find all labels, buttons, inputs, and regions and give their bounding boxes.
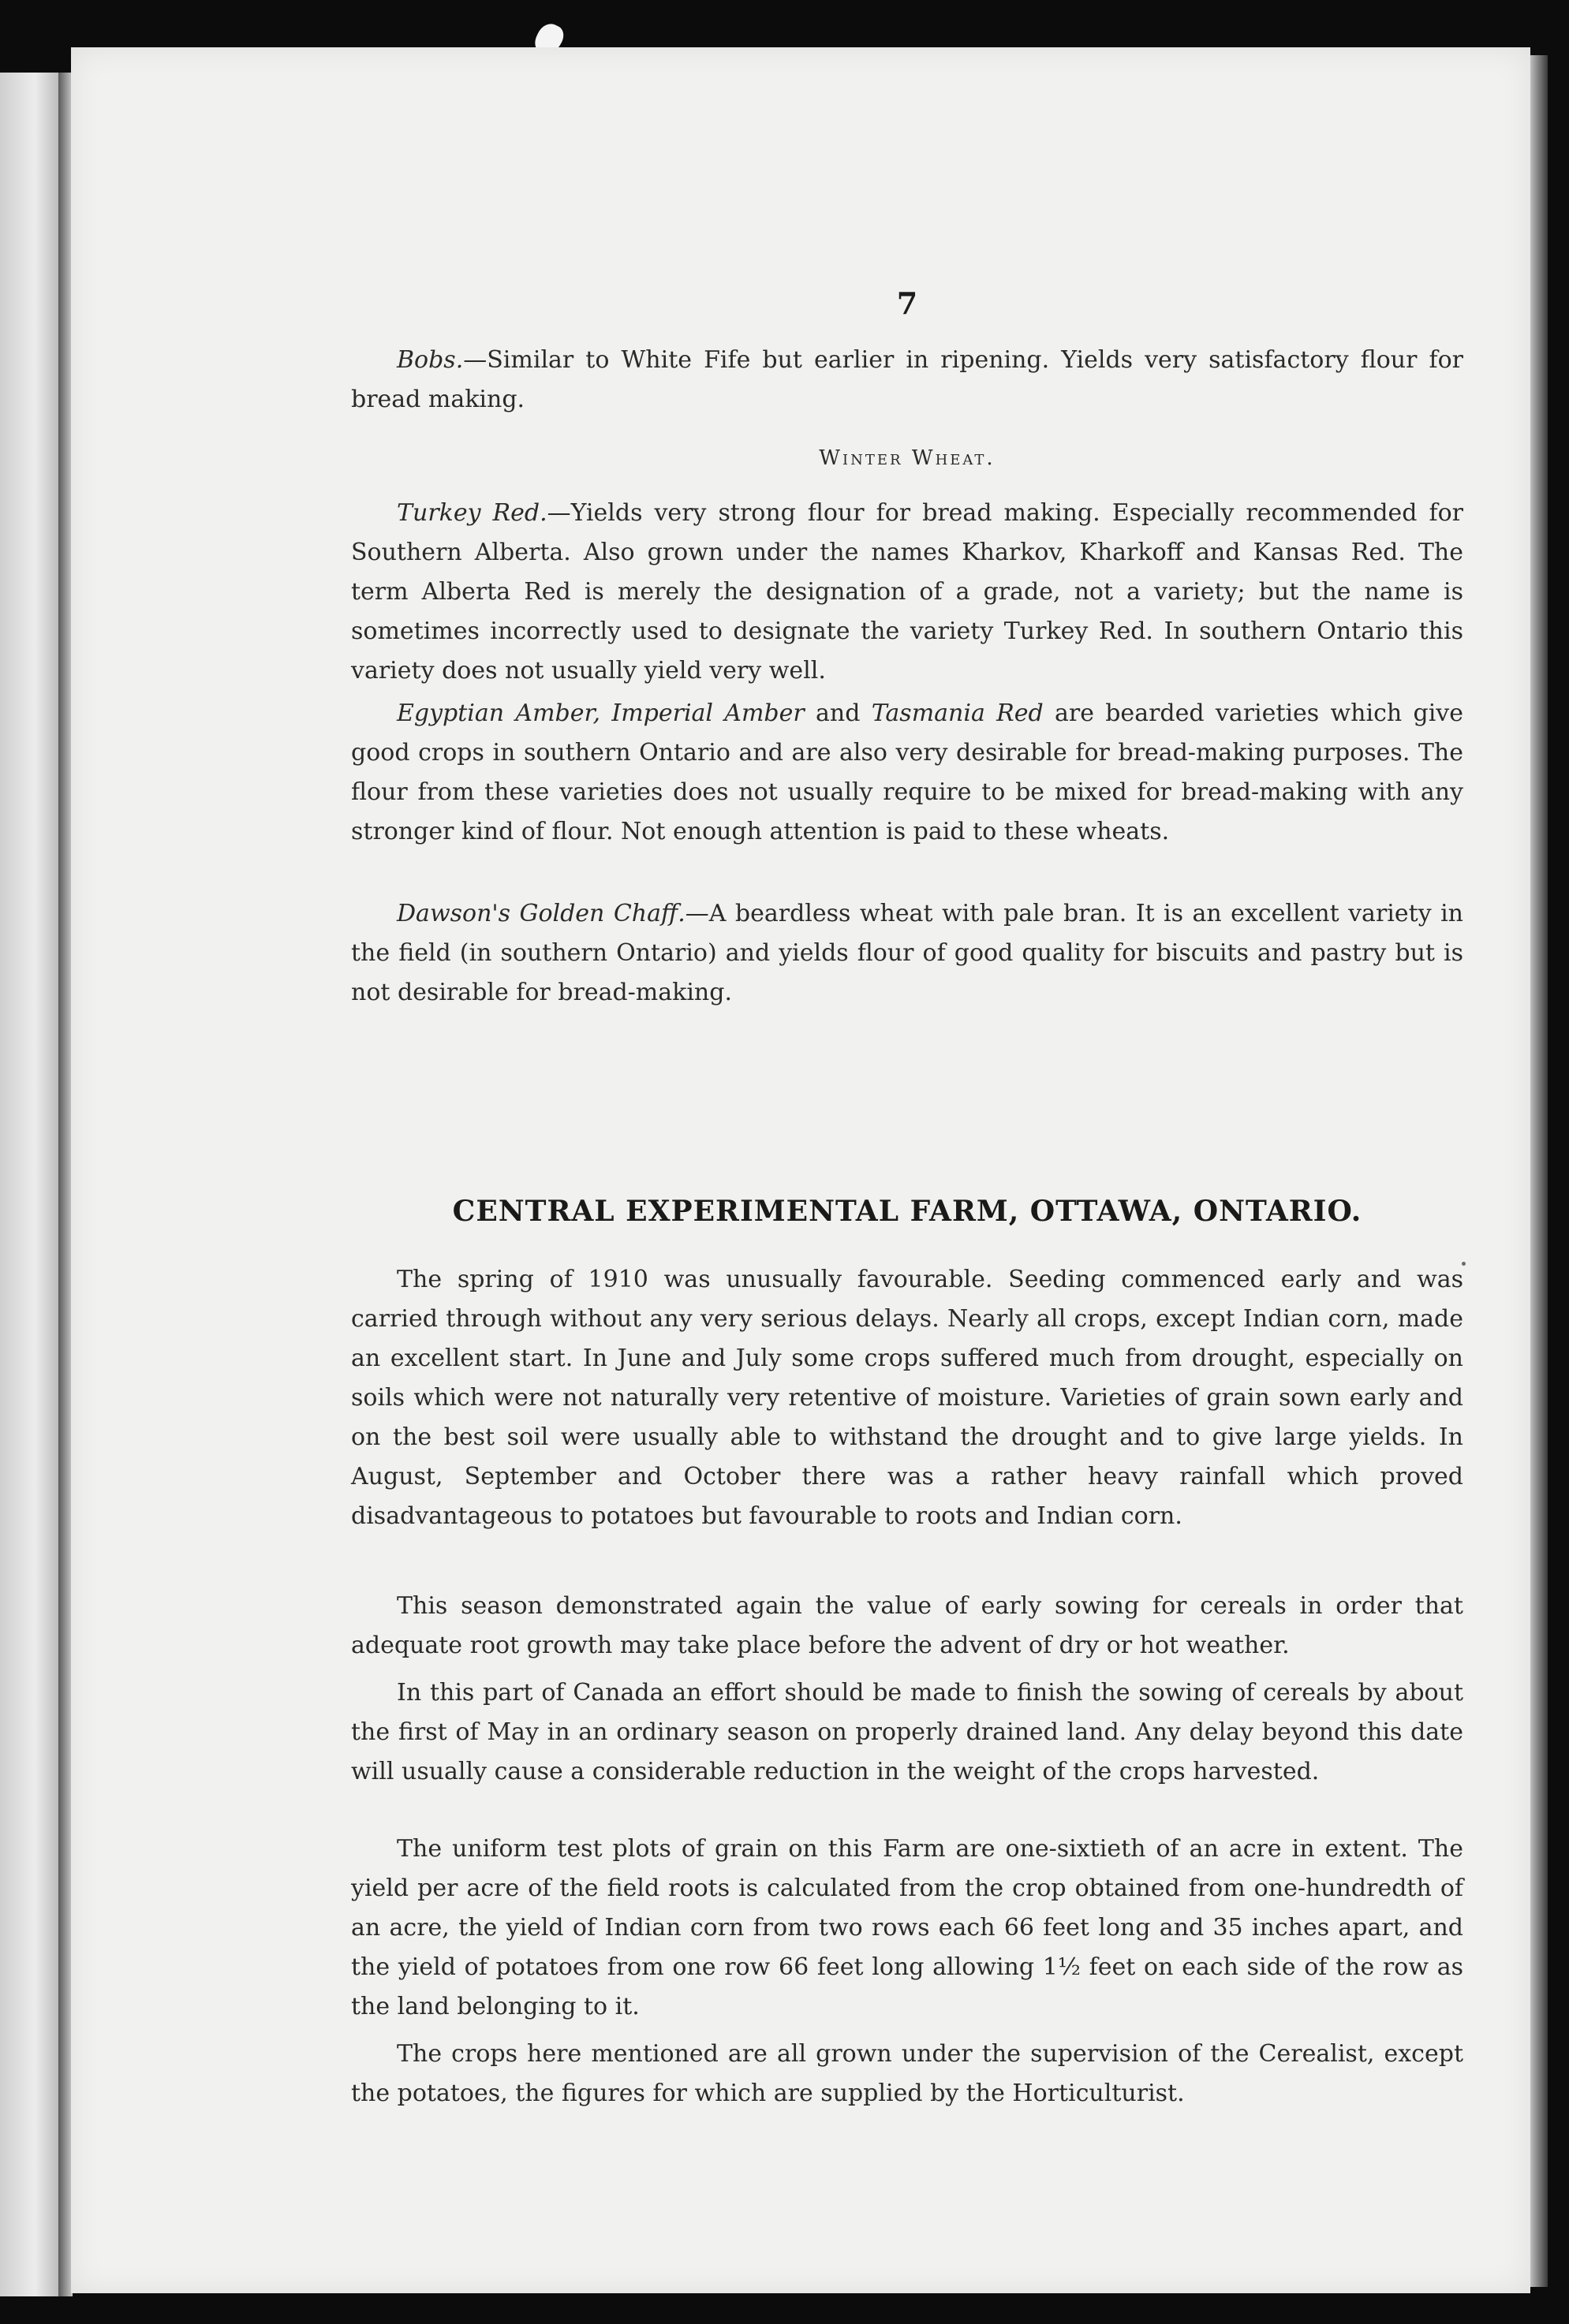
paragraph-bobs	[351, 341, 1463, 420]
conjunction: and	[804, 699, 872, 727]
paragraph-sowing-by-may: In this part of Canada an effort should be made to finish the sowing of cereals by about the first of May in an ordinary season on properly drained land. Any delay beyond this date will usually cause a considerable reduction in the weight of the crops harvested.	[351, 1679, 1463, 1785]
facing-page-edge	[0, 73, 58, 2296]
stray-mark	[1462, 1262, 1466, 1266]
paragraph-text: —Yields very strong flour for bread making. Especially recommended for Southern Alberta. Also grown under the names Kharkov, Kharkoff and Kansas Red. The term Alberta Red is merely the designation of a grade, not a variety; but the name is sometimes incorrectly used to designate the variety Turkey Red. In southern Ontario this variety does not usually yield very well.	[351, 499, 1463, 685]
paragraph-egyptian-amber	[351, 694, 1463, 852]
paragraph-dawsons-golden-chaff	[351, 894, 1463, 1013]
paragraph-test-plots: The uniform test plots of grain on this Farm are one-sixtieth of an acre in extent. The yield per acre of the field roots is calculated from the crop obtained from one-hundredth of an acre, the yield of Indian corn from two rows each 66 feet long and 35 inches apart, and the yield of potatoes from one row 66 feet long allowing 1½ feet on each side of the row as the land belonging to it.	[351, 1835, 1463, 2020]
paragraph-turkey-red	[351, 494, 1463, 691]
paragraph-text: are bearded varieties which give good crops in southern Ontario and are also very desirable for bread-making purposes. The flour from these varieties does not usually require to be mixed for bread-making with any stronger kind of flour. Not enough attention is paid to these wheats.	[351, 699, 1463, 845]
paragraph-text: —Similar to White Fife but earlier in ripening. Yields very satisfactory flour for bread making.	[351, 346, 1463, 413]
page-sheet	[71, 47, 1530, 2293]
page-number: 7	[896, 285, 918, 321]
subheading-winter-wheat: Winter Wheat.	[819, 446, 996, 470]
paragraph-supervision: The crops here mentioned are all grown under the supervision of the Cerealist, except the potatoes, the figures for which are supplied by the Horticulturist.	[351, 2040, 1463, 2107]
variety-name-turkey-red: Turkey Red.	[397, 499, 547, 527]
paragraph-text: —A beardless wheat with pale bran. It is an excellent variety in the field (in southern Ontario) and yields flour of good quality for biscuits and pastry but is not desirable for bread-making.	[351, 900, 1463, 1006]
variety-name-dawsons: Dawson's Golden Chaff.	[397, 900, 686, 927]
paragraph-spring-1910: The spring of 1910 was unusually favourable. Seeding commenced early and was carried through without any very serious delays. Nearly all crops, except Indian corn, made an excellent start. In June and July some crops suffered much from drought, especially on soils which were not naturally very retentive of moisture. Varieties of grain sown early and on the best soil were usually able to withstand the drought and to give large yields. In August, September and October there was a rather heavy rainfall which proved disadvantageous to potatoes but favourable to roots and Indian corn.	[351, 1266, 1463, 1530]
variety-name-bobs: Bobs.	[397, 346, 464, 374]
paragraph-early-sowing: This season demonstrated again the value of early sowing for cereals in order that adequate root growth may take place before the advent of dry or hot weather.	[351, 1592, 1463, 1659]
variety-name-tasmania-red: Tasmania Red	[871, 699, 1044, 727]
variety-names-ambers: Egyptian Amber, Imperial Amber	[397, 699, 805, 727]
section-heading: CENTRAL EXPERIMENTAL FARM, OTTAWA, ONTARIO.	[452, 1195, 1362, 1228]
page-right-edge-shadow	[1530, 55, 1548, 2287]
